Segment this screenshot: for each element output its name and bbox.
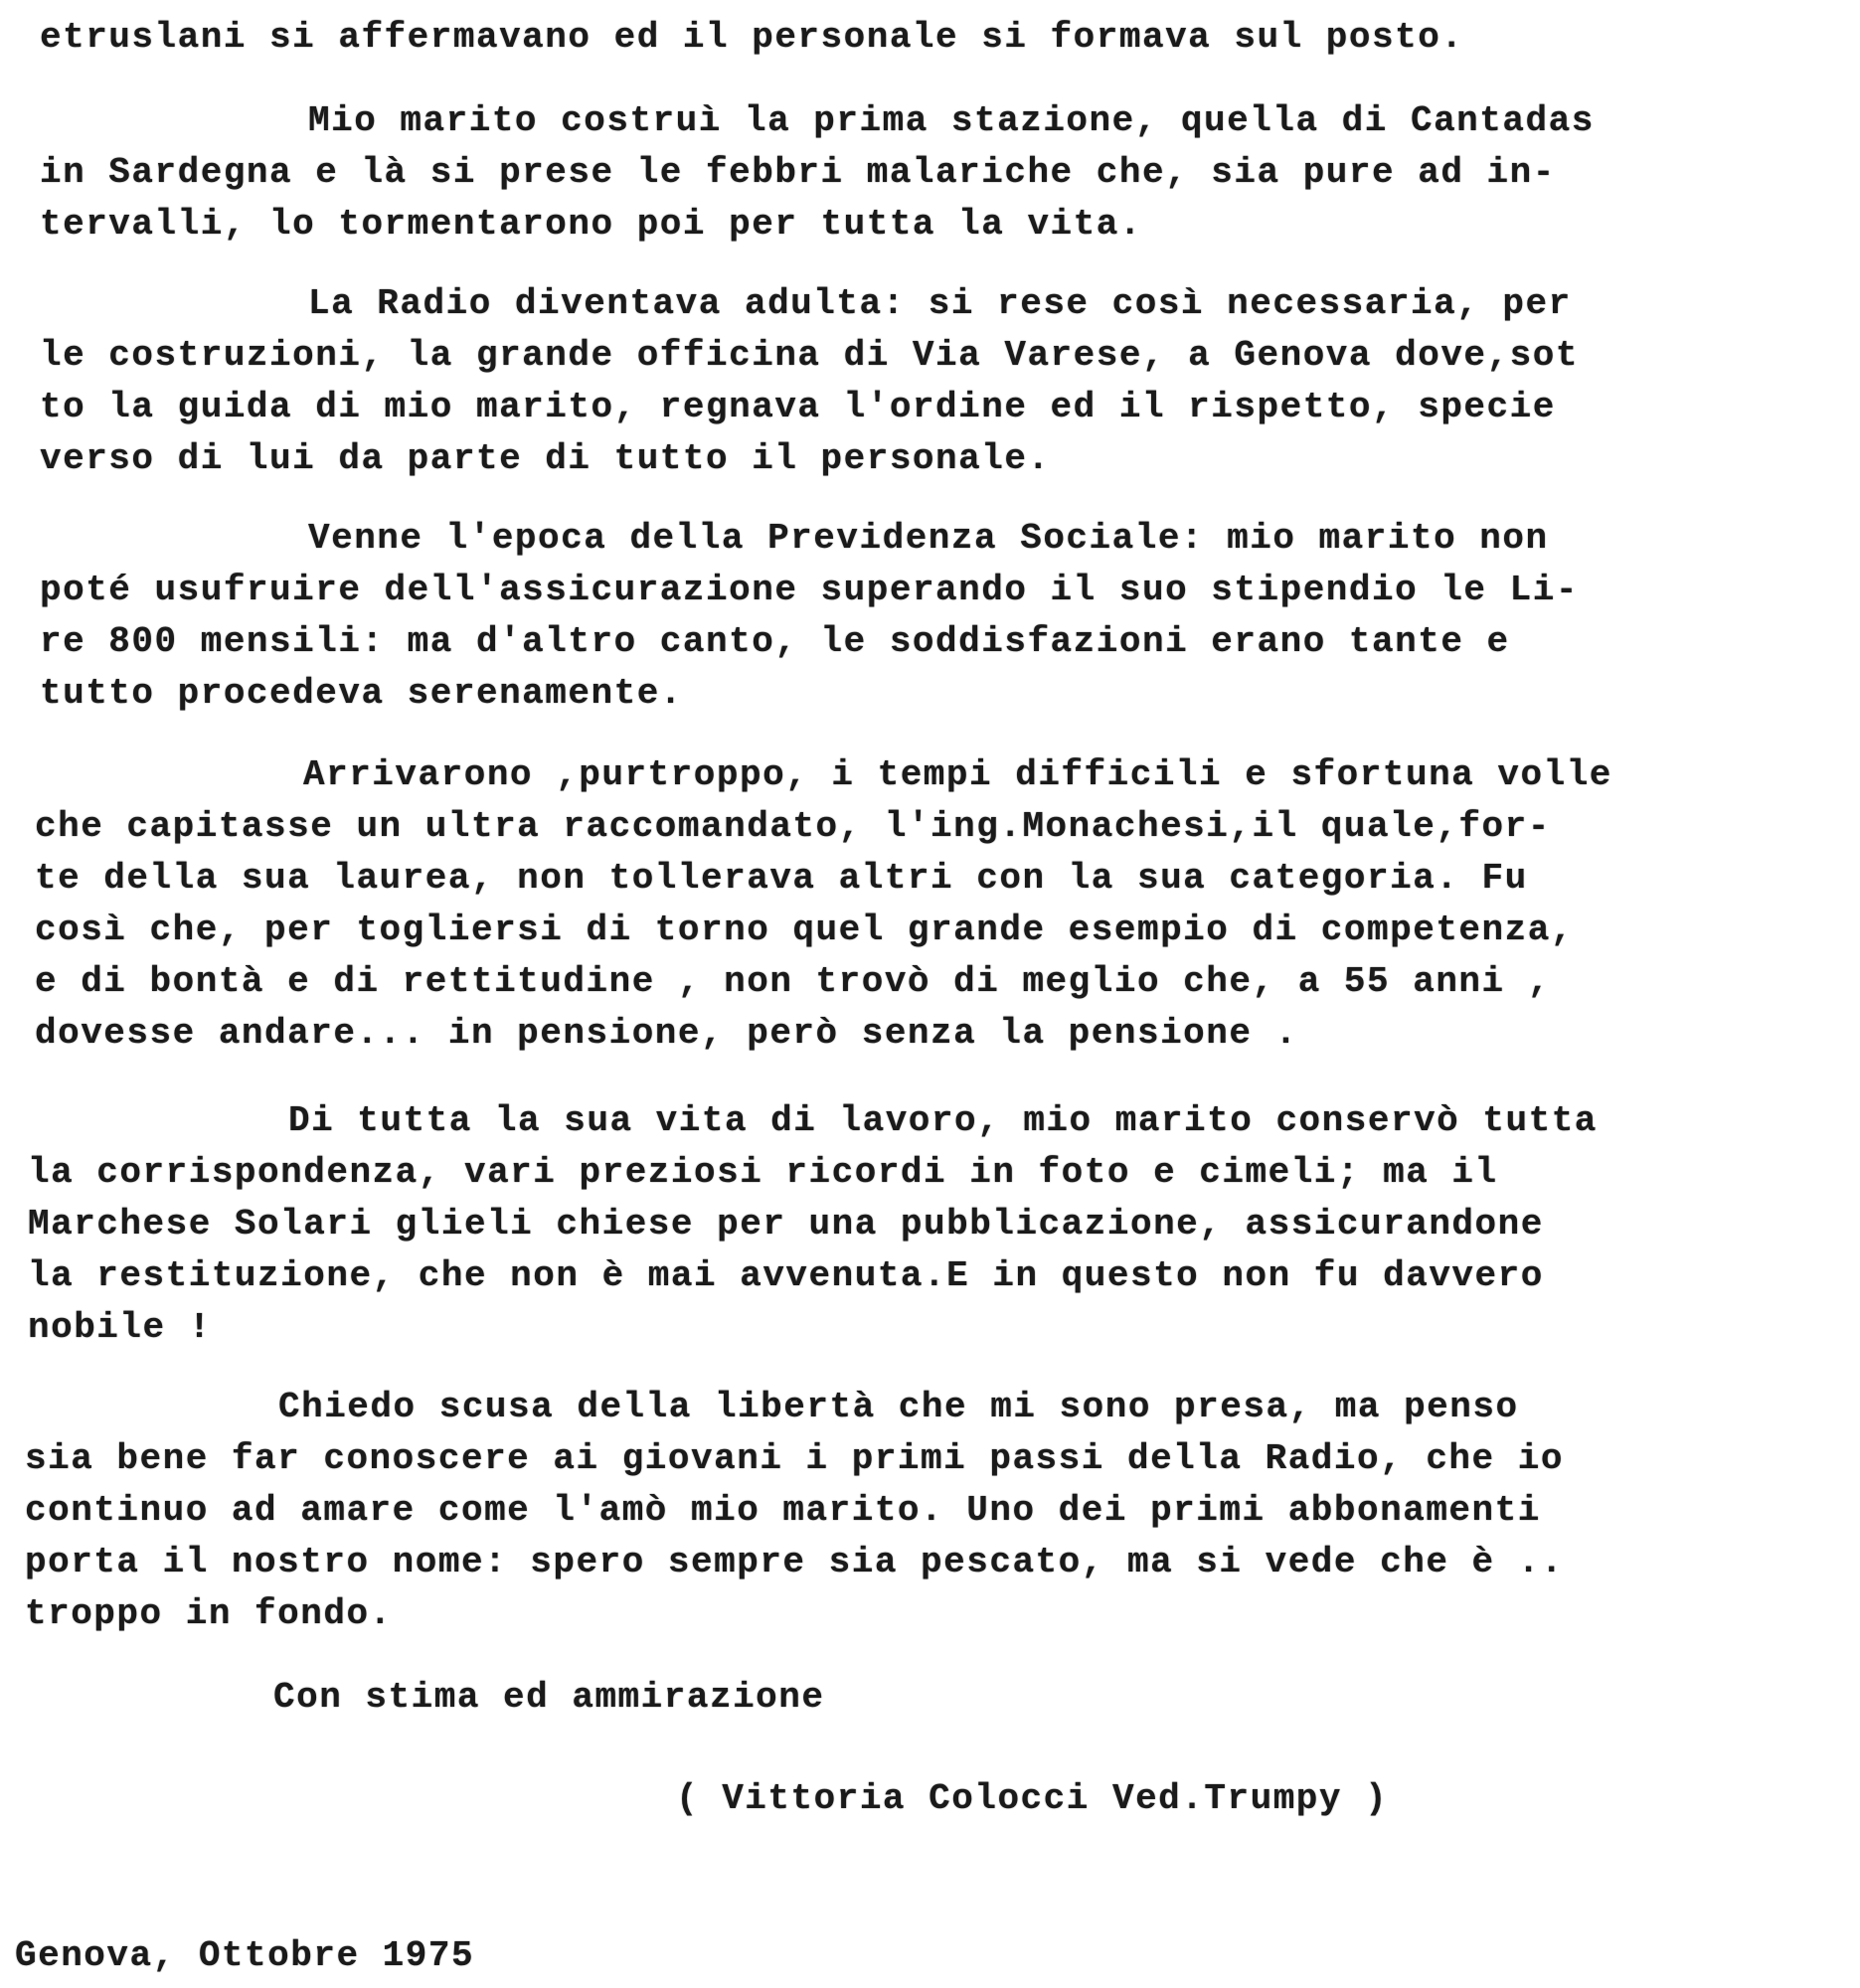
letter-line: porta il nostro nome: spero sempre sia pescato, ma si vede che è ..: [25, 1542, 1564, 1582]
letter-line: Venne l'epoca della Previdenza Sociale: mio marito non: [308, 518, 1549, 559]
letter-line: la restituzione, che non è mai avvenuta.E in questo non fu davvero: [28, 1255, 1544, 1296]
signature: ( Vittoria Colocci Ved.Trumpy ): [676, 1778, 1389, 1819]
letter-line: etruslani si affermavano ed il personale si formava sul posto.: [40, 17, 1464, 58]
letter-line: e di bontà e di rettitudine , non trovò di meglio che, a 55 anni ,: [35, 961, 1551, 1002]
letter-line: poté usufruire dell'assicurazione superando il suo stipendio le Li-: [40, 570, 1579, 610]
letter-line: troppo in fondo.: [25, 1593, 393, 1634]
letter-line: così che, per togliersi di torno quel grande esempio di competenza,: [35, 910, 1574, 950]
letter-line: La Radio diventava adulta: si rese così necessaria, per: [308, 283, 1572, 324]
letter-line: Marchese Solari glieli chiese per una pubblicazione, assicurandone: [28, 1204, 1544, 1244]
letter-line: te della sua laurea, non tollerava altri con la sua categoria. Fu: [35, 858, 1528, 899]
closing-salutation: Con stima ed ammirazione: [273, 1677, 825, 1718]
letter-line: re 800 mensili: ma d'altro canto, le soddisfazioni erano tante e: [40, 621, 1510, 662]
letter-line: che capitasse un ultra raccomandato, l'ing.Monachesi,il quale,for-: [35, 806, 1551, 847]
letter-line: sia bene far conoscere ai giovani i primi passi della Radio, che io: [25, 1438, 1564, 1479]
place-date: Genova, Ottobre 1975: [15, 1935, 475, 1976]
letter-line: nobile !: [28, 1307, 212, 1348]
letter-line: Di tutta la sua vita di lavoro, mio marito conservò tutta: [288, 1100, 1598, 1141]
letter-line: continuo ad amare come l'amò mio marito. Uno dei primi abbonamenti: [25, 1490, 1541, 1531]
letter-line: tutto procedeva serenamente.: [40, 673, 683, 714]
letter-line: to la guida di mio marito, regnava l'ordine ed il rispetto, specie: [40, 387, 1556, 427]
letter-line: verso di lui da parte di tutto il personale.: [40, 438, 1051, 479]
letter-line: Chiedo scusa della libertà che mi sono presa, ma penso: [278, 1387, 1519, 1427]
letter-line: in Sardegna e là si prese le febbri malariche che, sia pure ad in-: [40, 152, 1556, 193]
letter-line: dovesse andare... in pensione, però senza la pensione .: [35, 1013, 1298, 1054]
letter-line: le costruzioni, la grande officina di Via Varese, a Genova dove,sot: [40, 335, 1579, 376]
letter-line: Mio marito costruì la prima stazione, quella di Cantadas: [308, 100, 1595, 141]
letter-line: la corrispondenza, vari preziosi ricordi in foto e cimeli; ma il: [28, 1152, 1498, 1193]
letter-line: tervalli, lo tormentarono poi per tutta la vita.: [40, 204, 1142, 245]
letter-line: Arrivarono ,purtroppo, i tempi difficili e sfortuna volle: [303, 754, 1612, 795]
